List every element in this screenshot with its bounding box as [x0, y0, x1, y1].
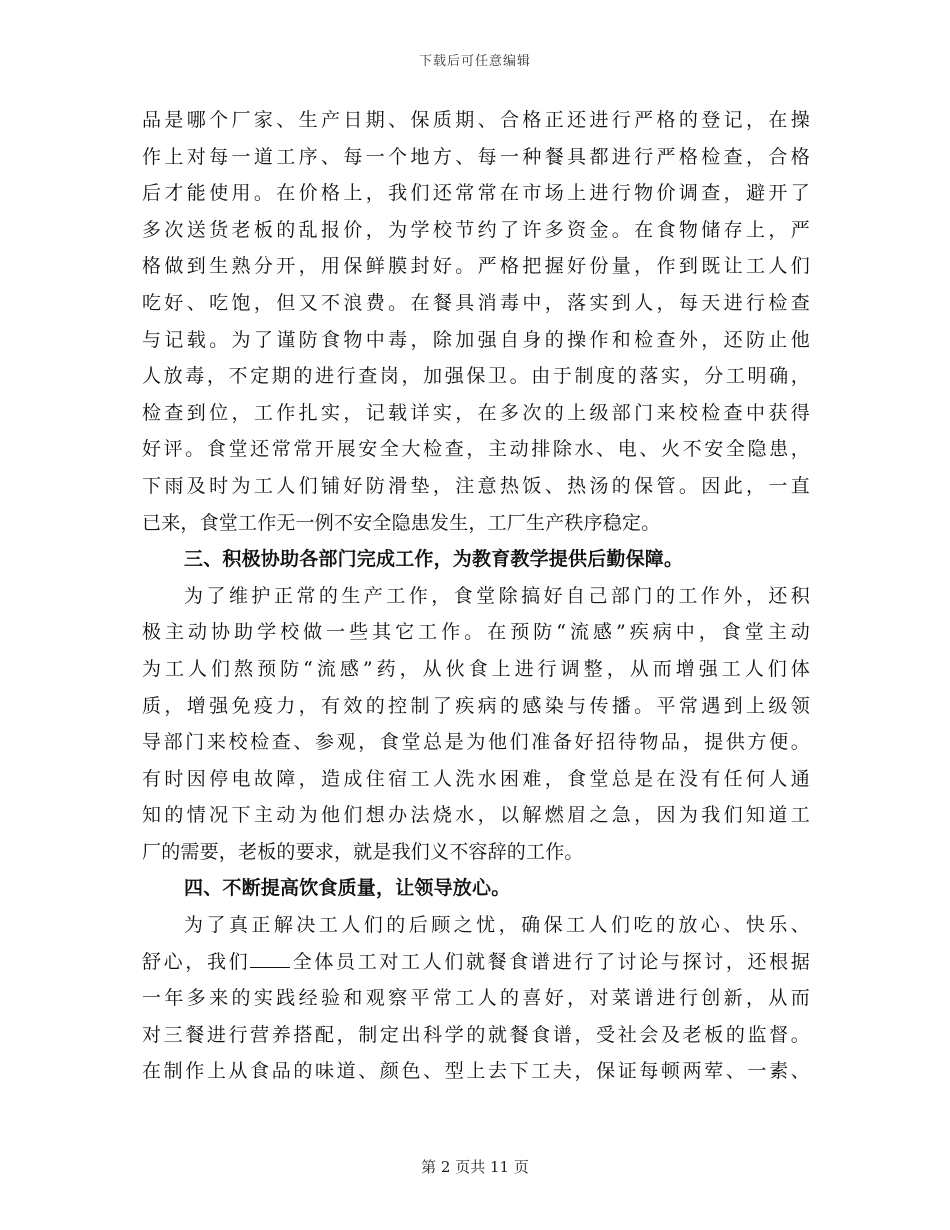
- page-header: 下载后可任意编辑: [418, 54, 531, 69]
- text-before-blank: 舒心，我们: [142, 950, 251, 973]
- document-body: [142, 102, 810, 1090]
- body-line: 检查到位，工作扎实，记载详实，在多次的上级部门来校检查中获得: [142, 401, 810, 424]
- body-line: 极主动协助学校做一些其它工作。在预防“流感”疾病中，食堂主动: [142, 621, 810, 644]
- body-line: 在制作上从食品的味道、颜色、型上去下工夫，保证每顿两荤、一素、: [142, 1060, 810, 1083]
- body-line: 对三餐进行营养搭配，制定出科学的就餐食谱，受社会及老板的监督。: [142, 1023, 810, 1046]
- body-line: 人放毒，不定期的进行查岗，加强保卫。由于制度的落实，分工明确，: [142, 365, 810, 388]
- body-line: 为了真正解决工人们的后顾之忧，确保工人们吃的放心、快乐、: [184, 914, 810, 937]
- body-line: 多次送货老板的乱报价，为学校节约了许多资金。在食物储存上，严: [142, 218, 810, 241]
- body-line: 一年多来的实践经验和观察平常工人的喜好，对菜谱进行创新，从而: [142, 987, 810, 1010]
- body-line: 厂的需要，老板的要求，就是我们义不容辞的工作。: [142, 840, 584, 863]
- text-after-blank: 全体员工对工人们就餐食谱进行了讨论与探讨，还根据: [290, 950, 810, 973]
- body-line: 有时因停电故障，造成住宿工人洗水困难，食堂总是在没有任何人通: [142, 767, 810, 790]
- body-line: 品是哪个厂家、生产日期、保质期、合格正还进行严格的登记，在操: [142, 109, 810, 131]
- fill-in-blank: [250, 949, 290, 968]
- body-line: 吃好、吃饱，但又不浪费。在餐具消毒中，落实到人，每天进行检查: [142, 291, 810, 314]
- page-footer: 第 2 页共 11 页: [421, 1158, 529, 1176]
- section-heading-4: 四、不断提高饮食质量，让领导放心。: [184, 877, 511, 900]
- body-line: 导部门来校检查、参观，食堂总是为他们准备好招待物品，提供方便。: [142, 731, 810, 754]
- body-line: 为了维护正常的生产工作，食堂除搞好自己部门的工作外，还积: [184, 584, 810, 607]
- body-line: 作上对每一道工序、每一个地方、每一种餐具都进行严格检查，合格: [142, 145, 810, 168]
- body-line: 已来，食堂工作无一例不安全隐患发生，工厂生产秩序稳定。: [142, 511, 661, 534]
- body-line: 与记载。为了谨防食物中毒，除加强自身的操作和检查外，还防止他: [142, 328, 810, 351]
- body-line-with-blank: [142, 944, 810, 981]
- body-line: 格做到生熟分开，用保鲜膜封好。严格把握好份量，作到既让工人们: [142, 255, 810, 278]
- body-line: 知的情况下主动为他们想办法烧水，以解燃眉之急，因为我们知道工: [142, 804, 810, 827]
- body-line: 为工人们熬预防“流感”药，从伙食上进行调整，从而增强工人们体: [142, 657, 810, 680]
- body-line: 质，增强免疫力，有效的控制了疾病的感染与传播。平常遇到上级领: [142, 694, 810, 717]
- body-line: 下雨及时为工人们铺好防滑垫，注意热饭、热汤的保管。因此，一直: [142, 474, 810, 497]
- body-line: 好评。食堂还常常开展安全大检查，主动排除水、电、火不安全隐患，: [142, 438, 810, 461]
- body-line: 后才能使用。在价格上，我们还常常在市场上进行物价调查，避开了: [142, 182, 810, 205]
- section-heading-3: 三、积极协助各部门完成工作，为教育教学提供后勤保障。: [184, 548, 684, 571]
